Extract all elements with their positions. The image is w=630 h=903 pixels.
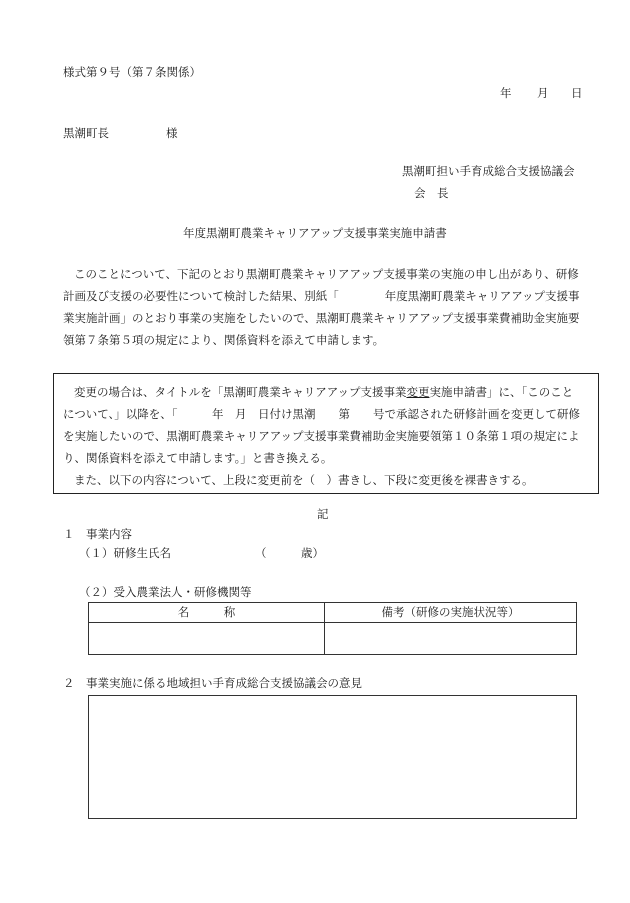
trainee-age-label: （ 歳） — [255, 546, 324, 560]
date-month-label: 月 — [537, 86, 549, 100]
form-number: 様式第９号（第７条関係） — [63, 65, 201, 79]
sender-title: 会 長 — [414, 186, 449, 200]
body-line-3: 業実施計画」のとおり事業の実施をしたいので、黒潮町農業キャリアアップ支援事業費補助金実施要 — [63, 311, 580, 325]
table-header-remarks: 備考（研修の実施状況等） — [325, 603, 577, 623]
table-cell-name[interactable] — [89, 623, 325, 655]
date-day-label: 日 — [571, 86, 583, 100]
trainee-name-label: （１）研修生氏名 — [79, 546, 171, 560]
change-note-text — [63, 381, 593, 491]
note-line-2: について、」以降を、「 年 月 日付け黒潮 第 号で承認された研修計画を変更して研修 — [63, 407, 581, 421]
table-cell-remarks[interactable] — [325, 623, 577, 655]
note-line-3: を実施したいので、黒潮町農業キャリアアップ支援事業費補助金実施要領第１０条第１項の規定によ — [63, 429, 580, 443]
sender-org: 黒潮町担い手育成総合支援協議会 — [402, 164, 575, 178]
host-org-label: （２）受入農業法人・研修機関等 — [79, 585, 252, 599]
table-header-name: 名 称 — [89, 603, 325, 623]
ki-heading: 記 — [317, 507, 329, 521]
body-line-4: 領第７条第５項の規定により、関係資料を添えて申請します。 — [63, 333, 385, 347]
note-underlined-word: 変更 — [406, 385, 430, 399]
addressee-honorific: 様 — [166, 126, 178, 140]
body-paragraph — [63, 263, 584, 351]
host-org-table — [88, 602, 577, 655]
document-title: 年度黒潮町農業キャリアアップ支援事業実施申請書 — [183, 226, 447, 240]
note-line-4: り、関係資料を添えて申請します。」と書き換える。 — [63, 451, 333, 465]
addressee-name: 黒潮町長 — [63, 126, 109, 140]
section2-heading: ２ 事業実施に係る地域担い手育成総合支援協議会の意見 — [63, 676, 362, 690]
note-line-1: 変更の場合は、タイトルを「黒潮町農業キャリアアップ支援事業変更実施申請書」に、「このこと — [74, 385, 574, 399]
body-line-1: このことについて、下記のとおり黒潮町農業キャリアアップ支援事業の実施の申し出があり、研修 — [74, 267, 579, 281]
section1-heading: １ 事業内容 — [63, 527, 132, 541]
body-line-2: 計画及び支援の必要性について検討した結果、別紙「 年度黒潮町農業キャリアアップ支援事 — [63, 289, 580, 303]
council-opinion-box[interactable] — [88, 695, 577, 819]
date-year-label: 年 — [500, 86, 512, 100]
note-line-5: また、以下の内容について、上段に変更前を（ ）書きし、下段に変更後を裸書きする。 — [74, 473, 534, 487]
